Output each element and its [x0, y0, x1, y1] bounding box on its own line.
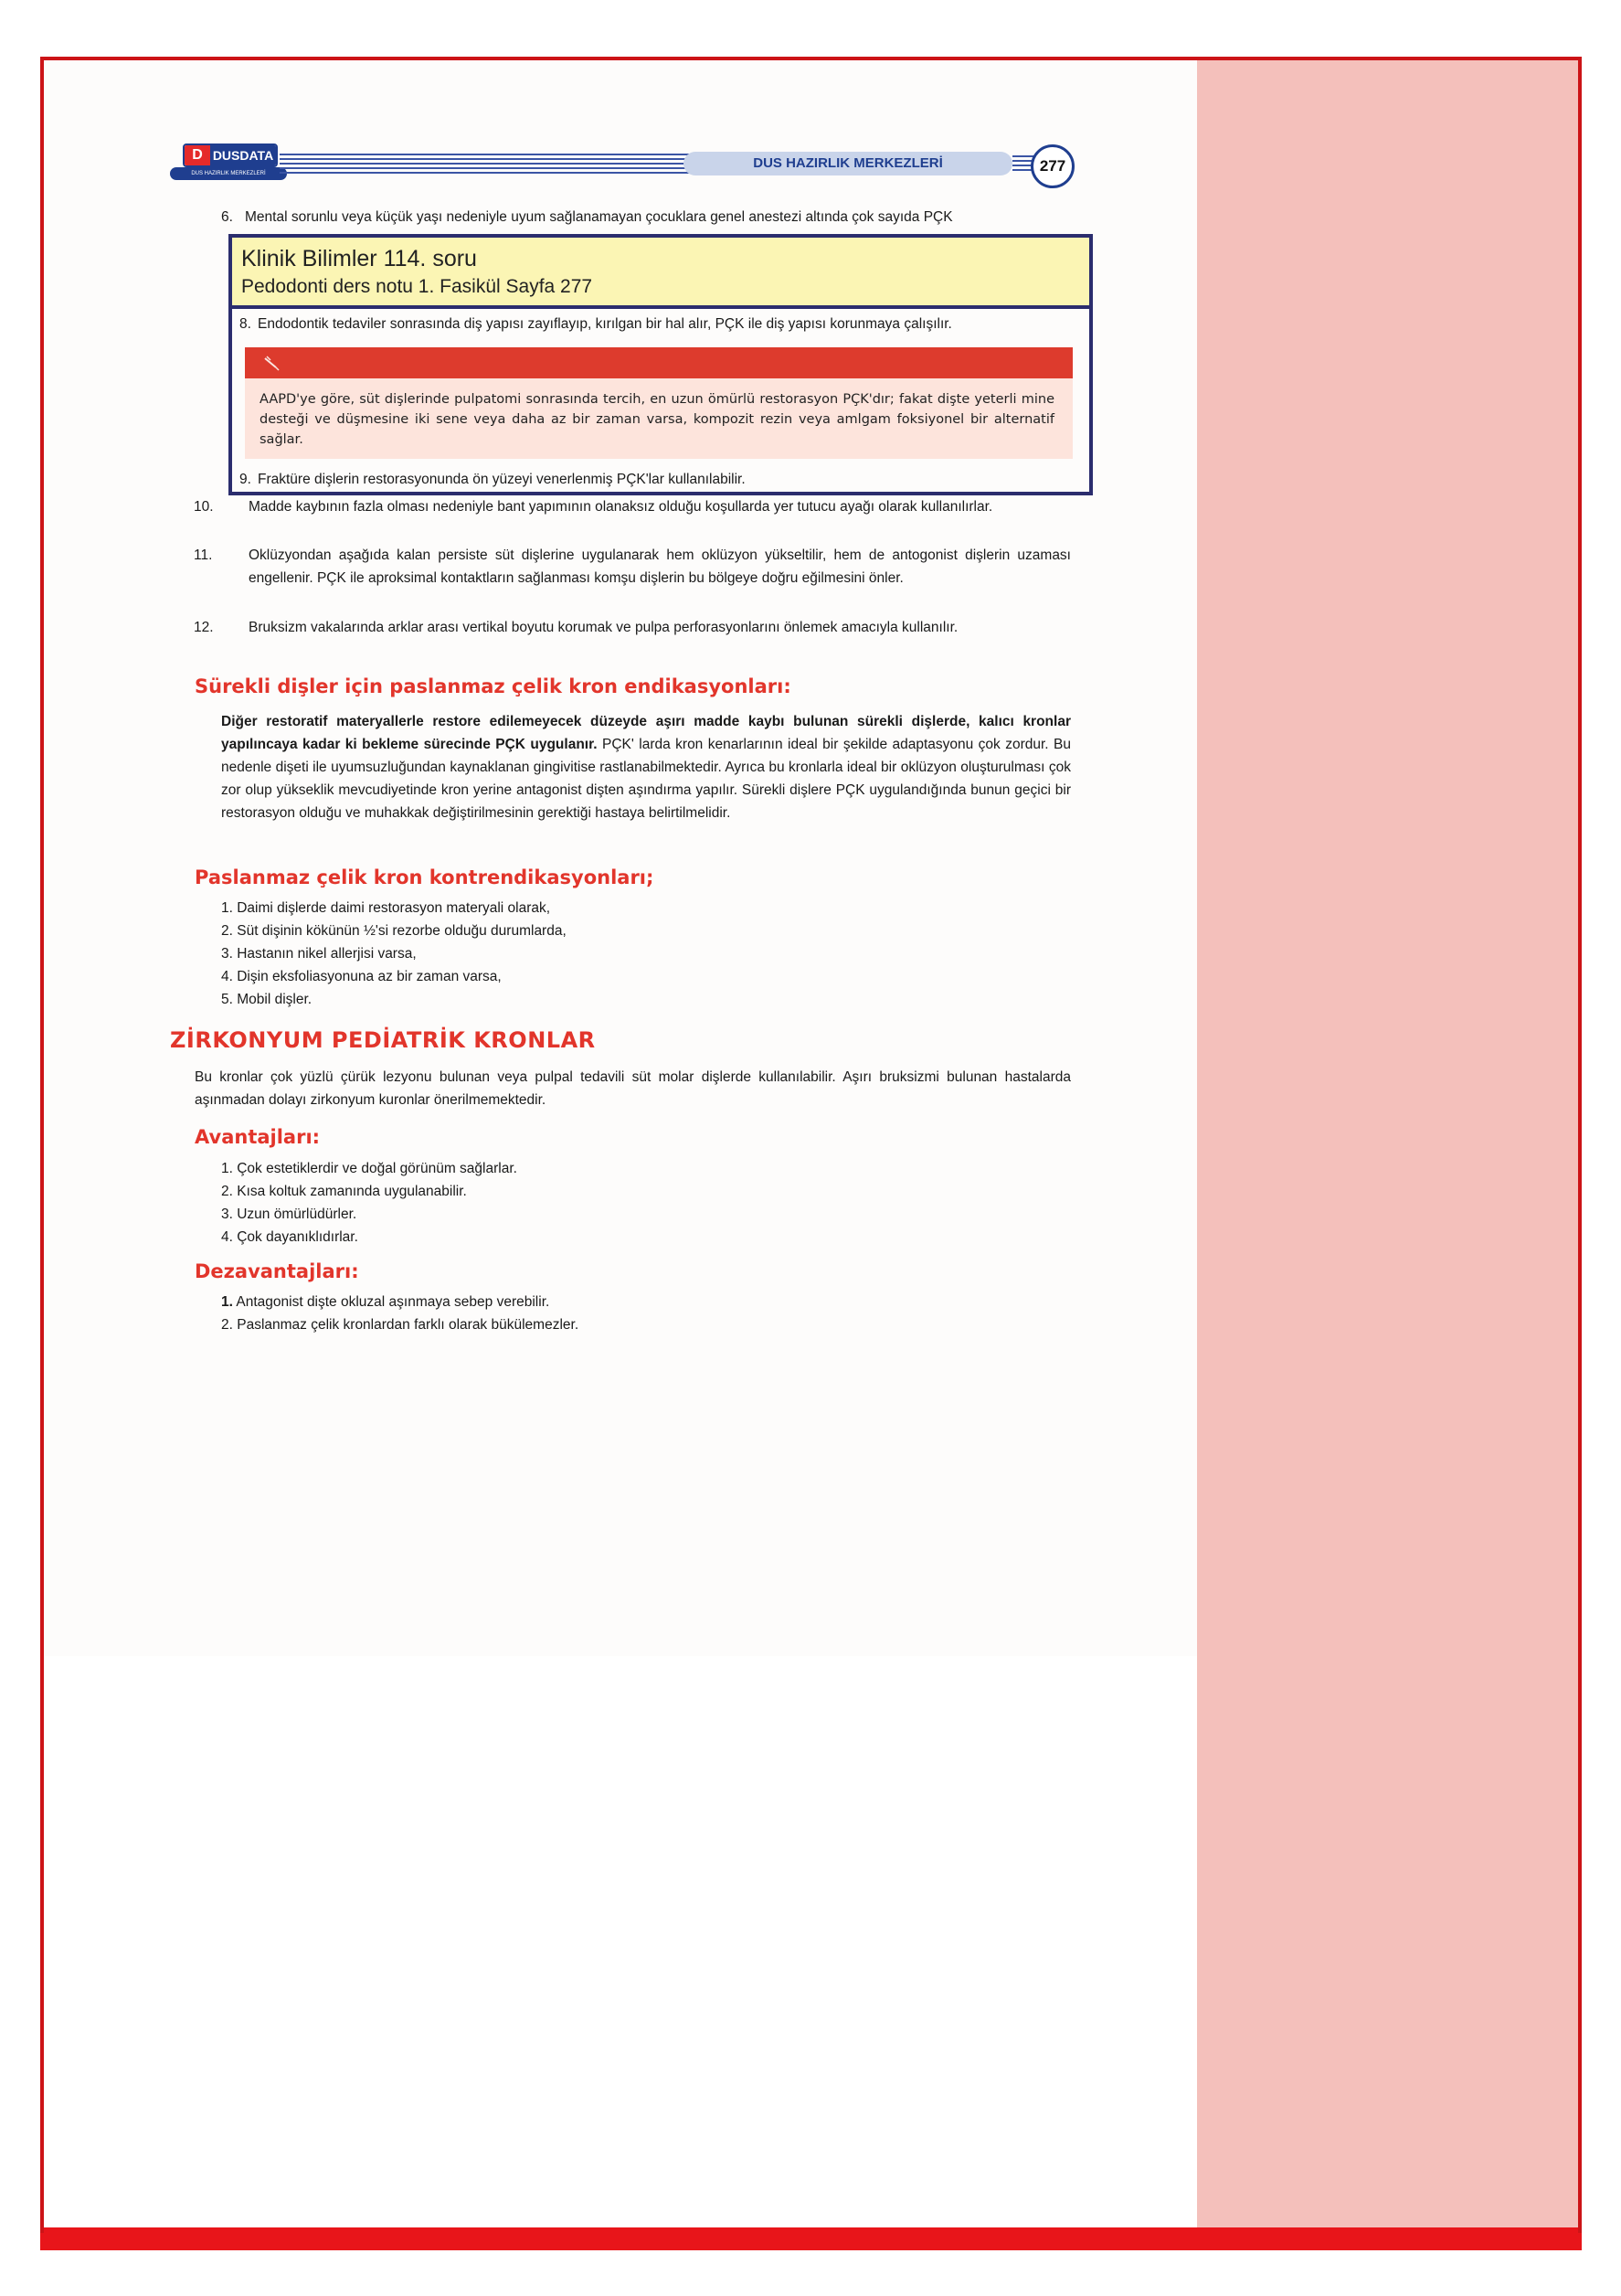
list-item-number: 1. — [221, 1294, 233, 1310]
annotation-note — [228, 234, 1093, 309]
list-item-10 — [194, 495, 1071, 518]
contra-item: 4. Dişin eksfoliasyonuna az bir zaman varsa, — [221, 969, 502, 984]
paragraph-permanent — [221, 710, 1071, 824]
dusdata-logo — [170, 142, 287, 187]
list-item-text: Bruksizm vakalarında arklar arası vertikal boyutu korumak ve pulpa perforasyonlarını önlemek amacıyla kullanılır. — [249, 620, 959, 635]
list-item-text: Oklüzyondan aşağıda kalan persiste süt dişlerine uygulanarak hem oklüzyon yükseltilir, hem de antogonist dişlerin uzaması engellenir. PÇK ile aproksimal kontaktların sağlanması komşu dişlerin bu bölgeye doğru eğilmesini önler. — [249, 547, 1071, 586]
page-number: 277 — [1031, 144, 1075, 188]
paragraph-zirconia: Bu kronlar çok yüzlü çürük lezyonu bulunan veya pulpal tedavili süt molar dişlerde kullanılabilir. Aşırı bruksizmi bulunan hastalarda aşınmadan dolayı zirkonyum kuronlar önerilmemektedir. — [195, 1069, 1071, 1108]
list-item-text: Endodontik tedaviler sonrasında diş yapısı zayıflayıp, kırılgan bir hal alır, PÇK ile diş yapısı korunmaya çalışılır. — [258, 316, 952, 332]
section-heading-advantages: Avantajları: — [195, 1126, 321, 1148]
list-item-number: 8. — [239, 316, 251, 332]
list-item-9 — [239, 468, 1071, 491]
list-item-12 — [194, 616, 1071, 639]
advantage-item: 1. Çok estetiklerdir ve doğal görünüm sağlarlar. — [221, 1161, 517, 1176]
list-item-text: Fraktüre dişlerin restorasyonunda ön yüzeyi venerlenmiş PÇK'lar kullanılabilir. — [258, 472, 746, 487]
list-item-text: Madde kaybının fazla olması nedeniyle bant yapımının olanaksız olduğu koşullarda yer tutucu ayağı olarak kullanılırlar. — [249, 499, 993, 515]
logo-wordmark: DUSDATA — [210, 145, 276, 165]
list-item-text: Antagonist dişte okluzal aşınmaya sebep verebilir. — [232, 1294, 550, 1310]
list-item-6 — [221, 206, 1071, 229]
logo-letter: D — [185, 145, 210, 165]
contra-item: 3. Hastanın nikel allerjisi varsa, — [221, 946, 417, 962]
list-item-number: 9. — [239, 472, 251, 487]
section-heading-permanent: Sürekli dişler için paslanmaz çelik kron endikasyonları: — [195, 675, 791, 697]
advantage-item: 4. Çok dayanıklıdırlar. — [221, 1229, 358, 1245]
annotation-title: Klinik Bilimler 114. soru — [241, 246, 477, 271]
disadvantage-item — [221, 1291, 549, 1313]
logo-subtitle: DUS HAZIRLIK MERKEZLERİ — [170, 167, 287, 180]
disadvantage-item: 2. Paslanmaz çelik kronlardan farklı olarak bükülemezler. — [221, 1317, 579, 1333]
list-item-number: 11. — [194, 547, 213, 563]
paragraph-text: PÇK' larda kron kenarlarının ideal bir şekilde adaptasyonu çok zordur. Bu nedenle dişeti ile uyumsuzluğundan kaynaklanan gingivitise rastlanabilmektedir. Ayrıca bu kronlarla ideal bir oklüzyon oluşturulması çok zor olup yükseklik mevcudiyetinde kron yerine antagonist dişten aşındırma yapılır. Sürekli dişlere PÇK uygulandığında bunun geçici bir restorasyon olduğu ve muhakkak değiştirilmesinin gerektiği hastaya belirtilmelidir. — [221, 737, 1071, 821]
bottom-bar — [40, 2233, 1582, 2250]
section-heading-zirconia: ZİRKONYUM PEDİATRİK KRONLAR — [170, 1027, 596, 1053]
annotation-subtitle: Pedodonti ders notu 1. Fasikül Sayfa 277 — [241, 276, 593, 297]
list-item-number: 10. — [194, 499, 214, 515]
contra-item: 1. Daimi dişlerde daimi restorasyon materyali olarak, — [221, 900, 551, 916]
list-item-number: 12. — [194, 620, 214, 635]
advantage-item: 3. Uzun ömürlüdürler. — [221, 1206, 357, 1222]
header-rule — [280, 154, 709, 174]
list-item-number: 6. — [221, 209, 233, 225]
highlight-text: AAPD'ye göre, süt dişlerinde pulpatomi sonrasında tercih, en uzun ömürlü restorasyon PÇK'dır; fakat dişte yeterli mine desteği ve düşmesine iki sene veya daha az bir zaman varsa, kompozit rezin veya amlgam foksiyonel bir alternatif sağlar. — [260, 392, 1054, 447]
section-heading-disadvantages: Dezavantajları: — [195, 1260, 359, 1282]
header-title: DUS HAZIRLIK MERKEZLERİ — [683, 152, 1012, 175]
advantage-item: 2. Kısa koltuk zamanında uygulanabilir. — [221, 1184, 467, 1199]
list-item-11 — [194, 544, 1071, 590]
list-item-text: Mental sorunlu veya küçük yaşı nedeniyle uyum sağlanamayan çocuklara genel anestezi altında çok sayıda PÇK — [245, 209, 953, 225]
contra-item: 2. Süt dişinin kökünün ½'si rezorbe olduğu durumlarda, — [221, 923, 567, 939]
section-heading-contra: Paslanmaz çelik kron kontrendikasyonları; — [195, 866, 654, 888]
contra-item: 5. Mobil dişler. — [221, 992, 313, 1007]
paragraph-bold: Diğer restoratif materyallerle restore edilemeyecek düzeyde aşırı madde kaybı bulunan sürekli dişlerde, kalıcı kronlar yapılıncaya kadar ki bekleme sürecinde PÇK uygulanır. — [221, 714, 1071, 752]
